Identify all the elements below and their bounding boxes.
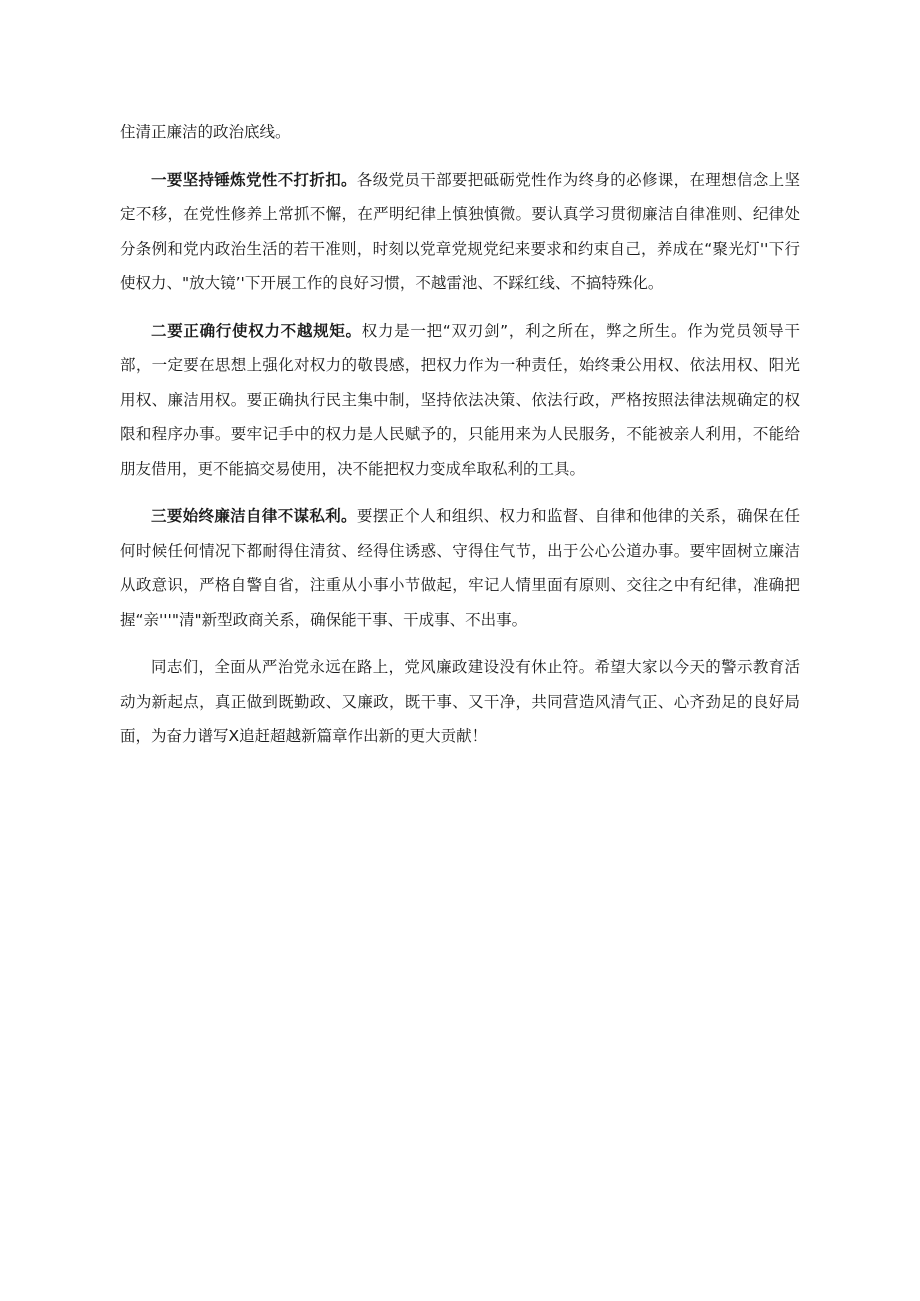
paragraph-text: 各级党员干部要把砥砺党性作为终身的必修课，在理想信念上坚定不移，在党性修养上常抓不懈，在严明纪律上慎独慎微。要认真学习贯彻廉洁自律准则、纪律处分条例和党内政治生活的若干准则，时刻以党章党规党纪来要求和约束自己，养成在“聚光灯''下行使权力、"放大镜’'下开展工作的良好习惯，不越雷池、不踩红线、不搞特殊化。 xyxy=(120,170,800,292)
paragraph-text: 同志们，全面从严治党永远在路上，党风廉政建设没有休止符。希望大家以今天的警示教育活动为新起点，真正做到既勤政、又廉政，既干事、又干净，共同营造风清气正、心齐劲足的良好局面，为奋力谱写X追赶超越新篇章作出新的更大贡献！ xyxy=(120,658,800,745)
paragraph-text: 权力是一把“双刃剑”，利之所在，弊之所生。作为党员领导干部，一定要在思想上强化对权力的敬畏感，把权力作为一种责任，始终秉公用权、依法用权、阳光用权、廉洁用权。要正确执行民主集中制，坚持依法决策、依法行政，严格按照法律法规确定的权限和程序办事。要牢记手中的权力是人民赋予的，只能用来为人民服务，不能被亲人利用，不能给朋友借用，更不能搞交易使用，决不能把权力变成牟取私利的工具。 xyxy=(120,321,800,478)
paragraph-point-three xyxy=(120,499,800,637)
paragraph-point-one xyxy=(120,163,800,301)
paragraph-lead-heading: 二要正确行使权力不越规矩。 xyxy=(151,321,362,340)
paragraph-text: 要摆正个人和组织、权力和监督、自律和他律的关系，确保在任何时候任何情况下都耐得住清贫、经得住诱惑、守得住气节，出于公心公道办事。要牢固树立廉洁从政意识，严格自警自省，注重从小事小节做起，牢记人情里面有原则、交往之中有纪律，准确把握“亲'''"清"新型政商关系，确保能干事、干成事、不出事。 xyxy=(120,507,800,629)
paragraph-closing xyxy=(120,650,800,754)
paragraph-point-two xyxy=(120,314,800,487)
paragraph-lead-heading: 一要坚持锤炼党性不打折扣。 xyxy=(151,170,357,189)
document-body xyxy=(120,115,800,754)
paragraph-continuation xyxy=(120,115,800,150)
paragraph-lead-heading: 三要始终廉洁自律不谋私利。 xyxy=(151,507,357,525)
paragraph-text: 住清正廉洁的政治底线。 xyxy=(120,123,291,141)
